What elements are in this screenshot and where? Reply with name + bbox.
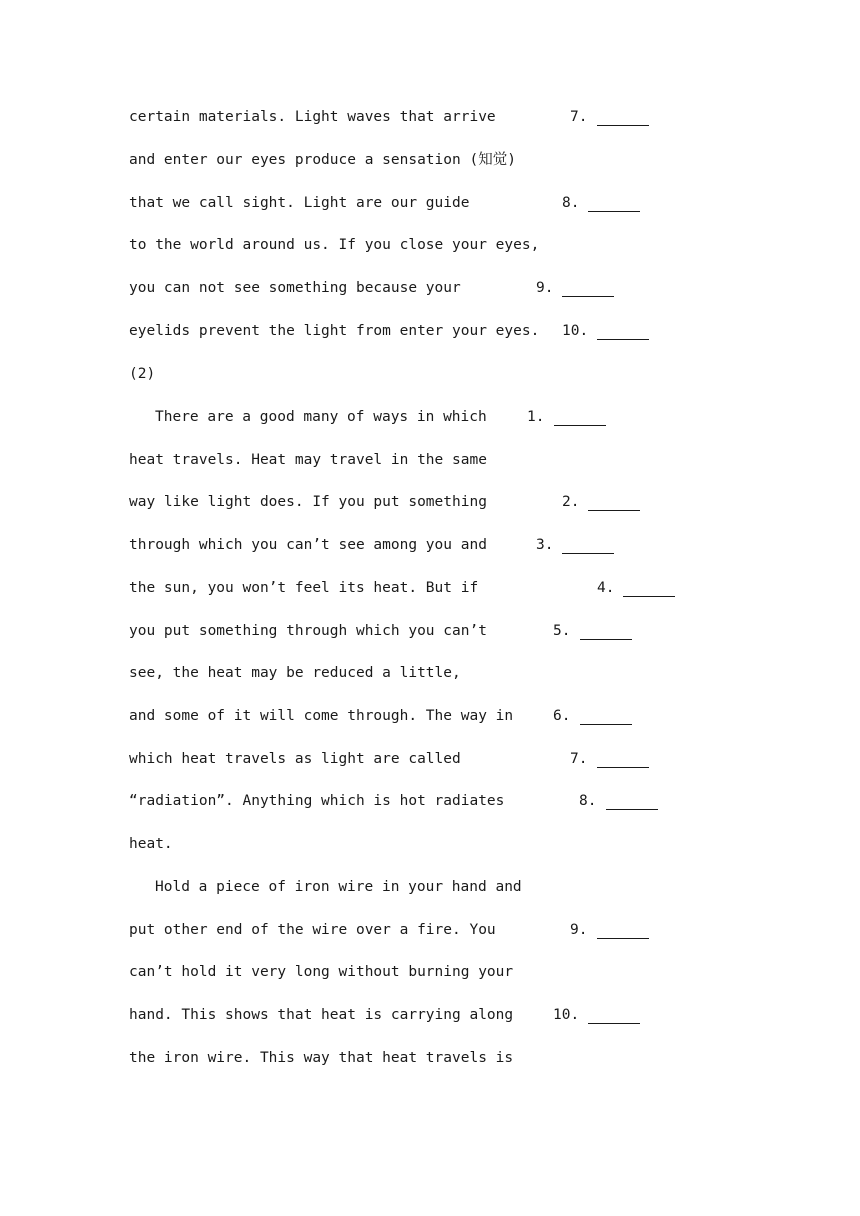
- passage-line: [0, 148, 860, 172]
- passage-line: [0, 105, 860, 129]
- passage-line: [0, 661, 860, 685]
- answer-blank[interactable]: [580, 704, 632, 728]
- passage-line: [0, 319, 860, 343]
- passage-line: [0, 960, 860, 984]
- passage-text: hand. This shows that heat is carrying along: [129, 1007, 514, 1023]
- passage-line: [0, 875, 860, 899]
- answer-blank[interactable]: [606, 789, 658, 813]
- passage-line: [0, 918, 860, 942]
- passage-text: and enter our eyes produce a sensation (知觉): [129, 152, 516, 168]
- passage-text: the sun, you won’t feel its heat. But if: [129, 580, 479, 596]
- passage-text: and some of it will come through. The way in: [129, 708, 514, 724]
- passage-text: eyelids prevent the light from enter your eyes.: [129, 323, 540, 339]
- answer-blank[interactable]: [597, 747, 649, 771]
- passage-line: [0, 619, 860, 643]
- passage-text: see, the heat may be reduced a little,: [129, 665, 461, 681]
- question-number: 1.: [527, 409, 545, 425]
- passage-line: [0, 747, 860, 771]
- answer-blank[interactable]: [588, 1003, 640, 1027]
- passage-text: you put something through which you can’t: [129, 623, 487, 639]
- passage-line: [0, 276, 860, 300]
- passage-text: the iron wire. This way that heat travels is: [129, 1050, 514, 1066]
- passage-text: certain materials. Light waves that arrive: [129, 109, 496, 125]
- answer-blank[interactable]: [597, 918, 649, 942]
- answer-blank[interactable]: [562, 533, 614, 557]
- passage-line: [0, 576, 860, 600]
- question-number: 6.: [553, 708, 571, 724]
- question-number: 10.: [562, 323, 589, 339]
- section-label: (2): [129, 366, 156, 382]
- passage-line: [0, 448, 860, 472]
- passage-text: through which you can’t see among you and: [129, 537, 487, 553]
- passage-text: to the world around us. If you close your eyes,: [129, 237, 540, 253]
- passage-line: [0, 191, 860, 215]
- answer-blank[interactable]: [597, 105, 649, 129]
- passage-line: [0, 405, 860, 429]
- question-number: 8.: [562, 195, 580, 211]
- question-number: 9.: [536, 280, 554, 296]
- answer-blank[interactable]: [588, 490, 640, 514]
- passage-line: [0, 1003, 860, 1027]
- passage-text: which heat travels as light are called: [129, 751, 461, 767]
- question-number: 10.: [553, 1007, 580, 1023]
- passage-text: There are a good many of ways in which: [155, 409, 487, 425]
- passage-text: heat travels. Heat may travel in the same: [129, 452, 487, 468]
- question-number: 8.: [579, 793, 597, 809]
- passage-text: “radiation”. Anything which is hot radiates: [129, 793, 505, 809]
- question-number: 4.: [597, 580, 615, 596]
- passage-text: that we call sight. Light are our guide: [129, 195, 470, 211]
- question-number: 2.: [562, 494, 580, 510]
- passage-line: [0, 832, 860, 856]
- passage-line: [0, 704, 860, 728]
- passage-line: [0, 1046, 860, 1070]
- answer-blank[interactable]: [597, 319, 649, 343]
- passage-text: heat.: [129, 836, 173, 852]
- answer-blank[interactable]: [588, 191, 640, 215]
- answer-blank[interactable]: [623, 576, 675, 600]
- section-label-line: [0, 362, 860, 386]
- question-number: 5.: [553, 623, 571, 639]
- answer-blank[interactable]: [562, 276, 614, 300]
- passage-text: you can not see something because your: [129, 280, 461, 296]
- passage-line: [0, 789, 860, 813]
- passage-line: [0, 533, 860, 557]
- passage-text: can’t hold it very long without burning your: [129, 964, 514, 980]
- passage-line: [0, 233, 860, 257]
- passage-text: way like light does. If you put something: [129, 494, 487, 510]
- question-number: 7.: [570, 751, 588, 767]
- answer-blank[interactable]: [580, 619, 632, 643]
- passage-text: Hold a piece of iron wire in your hand and: [155, 879, 522, 895]
- question-number: 9.: [570, 922, 588, 938]
- question-number: 7.: [570, 109, 588, 125]
- passage-line: [0, 490, 860, 514]
- passage-text: put other end of the wire over a fire. You: [129, 922, 496, 938]
- question-number: 3.: [536, 537, 554, 553]
- answer-blank[interactable]: [554, 405, 606, 429]
